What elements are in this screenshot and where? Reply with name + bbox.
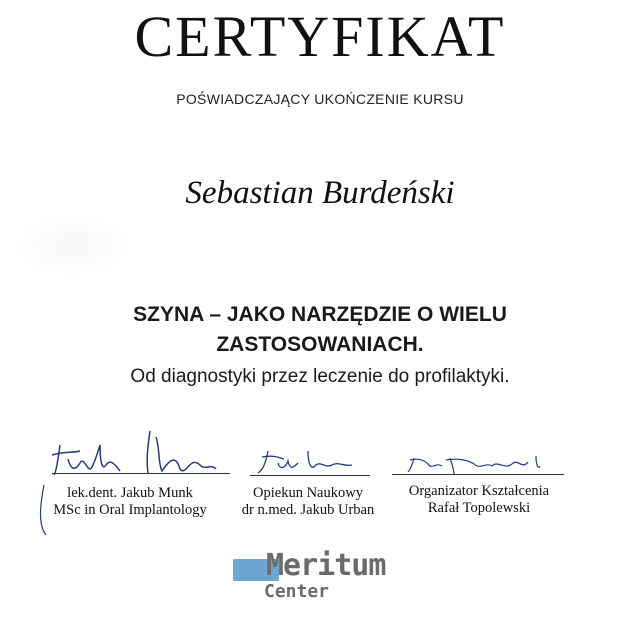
handwritten-signature-topolewski: [388, 450, 570, 480]
signature-caption-topolewski: Organizator Kształcenia Rafał Topolewski: [408, 483, 550, 516]
course-title-line2: ZASTOSOWANIACH.: [216, 333, 424, 356]
logo-subtitle: Center: [264, 581, 330, 602]
signature-block-munk: [30, 415, 230, 545]
logo-name: Meritum: [266, 548, 386, 583]
meritum-center-logo: [228, 550, 418, 610]
course-title: [40, 300, 600, 360]
signature-block-topolewski: [388, 450, 570, 550]
signature-line-urban: [250, 475, 370, 476]
certificate-subtitle: POŚWIADCZAJĄCY UKOŃCZENIE KURSU: [176, 91, 464, 107]
course-title-line1: SZYNA – JAKO NARZĘDZIE O WIELU: [133, 303, 507, 326]
handwritten-signature-munk: [30, 415, 230, 545]
certificate-title: CERTYFIKAT: [134, 4, 506, 69]
recipient-name: Sebastian Burdeński: [185, 175, 455, 211]
course-subtitle: Od diagnostyki przez leczenie do profilaktyki.: [130, 366, 510, 387]
signature-line-munk: [52, 473, 230, 474]
signature-caption-urban: Opiekun Naukowy dr n.med. Jakub Urban: [241, 485, 375, 518]
scan-smudge: [12, 210, 132, 280]
handwritten-signature-urban: [228, 445, 388, 485]
signature-caption-munk: lek.dent. Jakub Munk MSc in Oral Implantology: [53, 485, 207, 518]
signature-block-urban: [228, 445, 388, 545]
signature-line-topolewski: [392, 474, 564, 475]
